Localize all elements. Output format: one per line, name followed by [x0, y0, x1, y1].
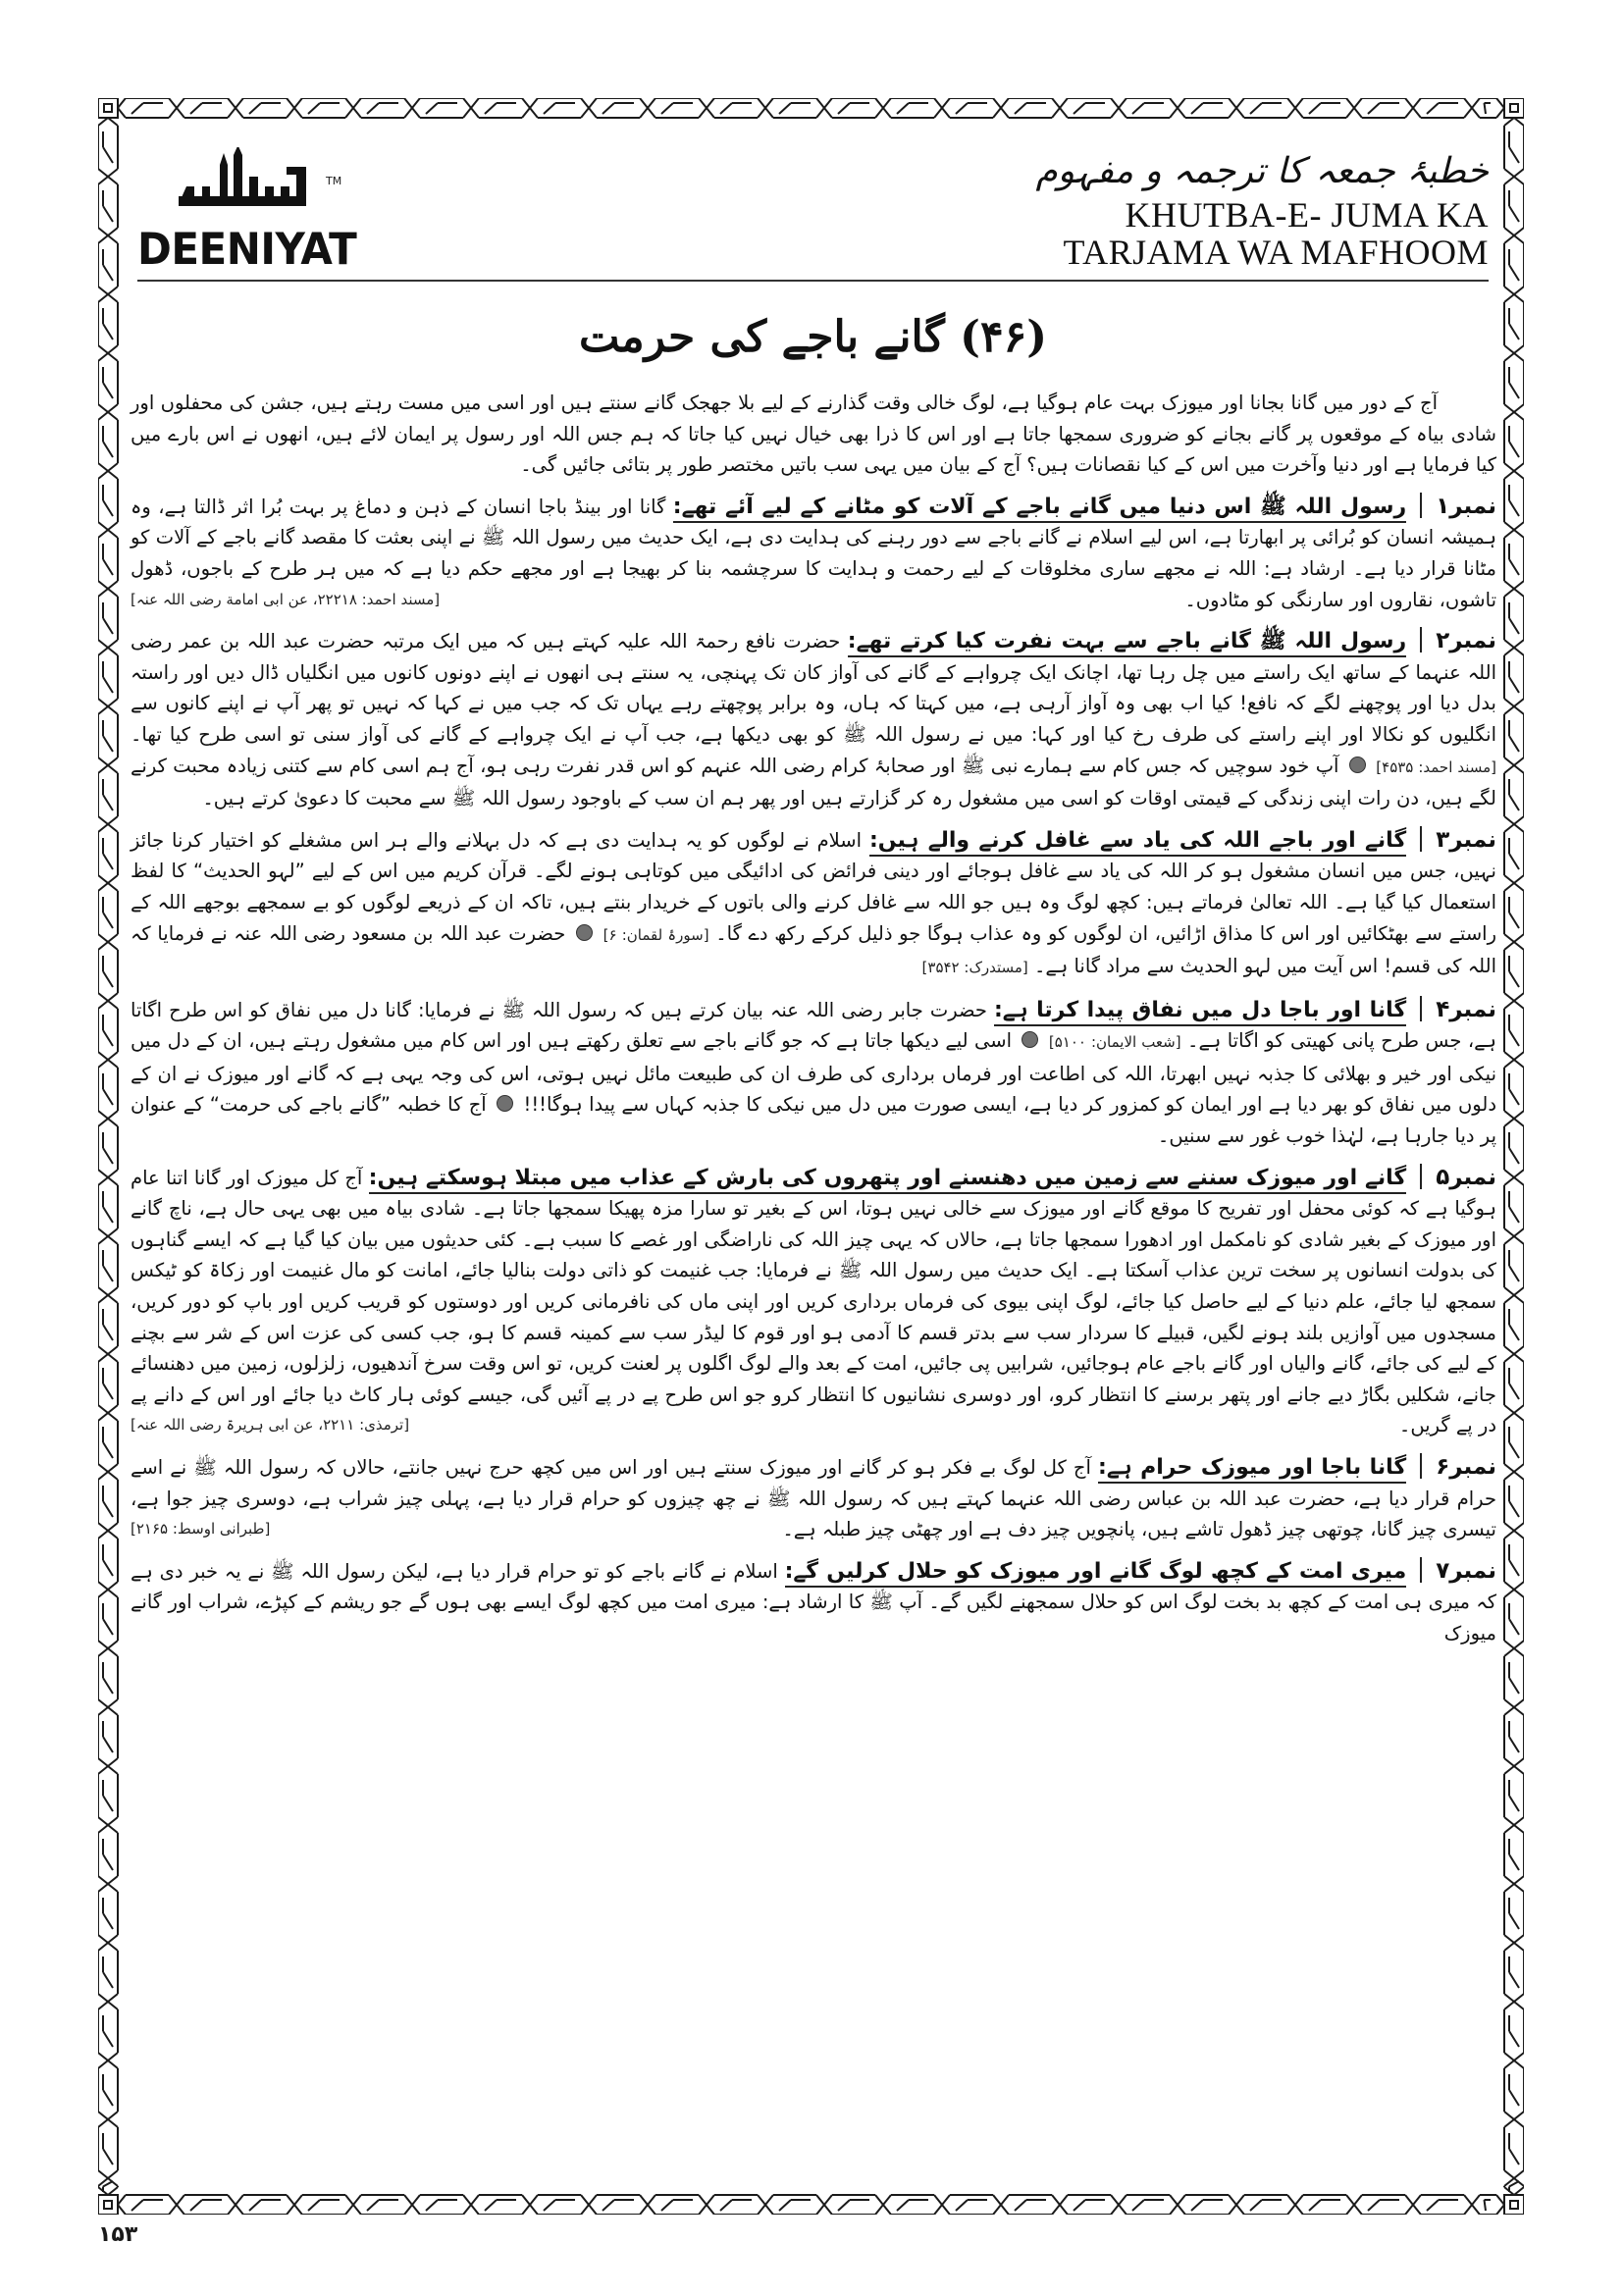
section-6 — [131, 1452, 1496, 1545]
section-number-label: نمبر۶ — [1436, 1454, 1497, 1480]
hadith-reference: [مستدرک: ۳۵۴۲] — [921, 959, 1028, 977]
section-separator-bar — [1420, 627, 1422, 652]
section-heading: گانے اور باجے اللہ کی یاد سے غافل کرنے والے ہیں: — [869, 828, 1406, 857]
section-heading: رسول اللہ ﷺ گانے باجے سے بہت نفرت کیا کرتے تھے: — [848, 629, 1406, 657]
bullet-dot-icon — [576, 924, 593, 941]
section-2 — [131, 626, 1496, 814]
topic-title: گانے باجے کی حرمت — [578, 312, 945, 362]
hadith-reference: [ترمذی: ۲۲۱۱، عن ابی ہریرۃ رضی اللہ عنہ] — [131, 1416, 410, 1435]
page-number: ۱۵۳ — [98, 2222, 138, 2247]
section-text: گانا اور بینڈ باجا انسان کے ذہن و دماغ پر بہت بُرا اثر ڈالتا ہے، وہ ہمیشہ انسان کو بُرائی پر ابھارتا ہے، اس لیے اسلام نے گانے باجے سے دور رہنے کی ہدایت دی ہے، ایک حدیث میں رسول اللہ ﷺ نے اپنی بعثت کا مقصد گانے باجے کے آلات کو مٹانا قرار دیا ہے۔ ارشاد ہے: اللہ نے مجھے ساری مخلوقات کے لیے رحمت و ہدایت کا سرچشمہ بنا کر بھیجا ہے اور مجھے حکم دیا ہے کہ میں ہر طرح کے باجوں، ڈھول تاشوں، نقاروں اور سارنگی کو مٹادوں۔ — [131, 495, 1496, 611]
intro-paragraph: آج کے دور میں گانا بجانا اور میوزک بہت عام ہوگیا ہے، لوگ خالی وقت گذارنے کے لیے بلا جھجک گانے سنتے ہیں اور اسی میں مست رہتے ہیں، جشن کی محفلوں اور شادی بیاہ کے موقعوں پر گانے بجانے کو ضروری سمجھا جاتا ہے اور اس کا ذرا بھی خیال نہیں کیا جاتا کہ ہم جس اللہ اور رسول پر ایمان لائے ہیں، انھوں نے اس بارے میں کیا فرمایا ہے اور دنیا وآخرت میں اس کے کیا نقصانات ہیں؟ آج کے بیان میں یہی سب باتیں مختصر طور پر بتائی جائیں گی۔ — [131, 391, 1496, 477]
title-urdu: خطبۂ جمعہ کا ترجمہ و مفہوم — [1035, 151, 1489, 191]
section-number-label: نمبر۵ — [1436, 1164, 1496, 1190]
mosque-minaret-logo-icon — [159, 147, 326, 216]
section-text: حضرت عبد اللہ بن مسعود رضی اللہ عنہ نے فرمایا کہ اللہ کی قسم! اس آیت میں لہو الحدیث سے مراد گانا ہے۔ — [131, 921, 1496, 978]
section-heading: گانا اور باجا دل میں نفاق پیدا کرتا ہے: — [994, 998, 1406, 1026]
section-separator-bar — [1420, 826, 1422, 852]
section-text: آپ خود سوچیں کہ جس کام سے ہمارے نبی ﷺ اور صحابۂ کرام رضی اللہ عنہم کو اس قدر نفرت رہی ہو، آج ہم اسی کام سے کتنی زیادہ محبت کرنے لگے ہیں، دن رات اپنی زندگی کے قیمتی اوقات کو اسی میں مشغول رہ کر گزارتے ہیں اور پھر ہم ان سب کے باوجود رسول اللہ ﷺ سے محبت کا دعویٰ کرتے ہیں۔ — [131, 754, 1496, 810]
page-header — [137, 147, 1489, 282]
section-separator-bar — [1420, 1453, 1422, 1479]
hadith-reference: [سورۂ لقمان: ۶] — [602, 925, 709, 944]
section-heading: گانا باجا اور میوزک حرام ہے: — [1098, 1455, 1406, 1484]
section-separator-bar — [1420, 996, 1422, 1021]
section-text: اسلام نے گانے باجے کو تو حرام قرار دیا ہے، لیکن رسول اللہ ﷺ نے یہ خبر دی ہے کہ میری ہی امت کے کچھ بد بخت لوگ اس کو حلال سمجھنے لگیں گے۔ آپ ﷺ کا ارشاد ہے: میری امت میں کچھ لوگ ایسے بھی ہوں گے جو ریشم کے کپڑے، شراب اور گانے میوزک — [131, 1559, 1496, 1644]
section-number-label: نمبر۴ — [1436, 996, 1497, 1022]
bullet-dot-icon — [1022, 1031, 1038, 1048]
title-english-line-1: KHUTBA-E- JUMA KA — [1125, 195, 1489, 235]
hadith-reference: [شعب الایمان: ۵۱۰۰] — [1048, 1033, 1181, 1052]
section-1 — [131, 492, 1496, 615]
hadith-reference: [طبرانی اوسط: ۲۱۶۵] — [131, 1520, 271, 1539]
khutba-topic-heading — [137, 312, 1489, 362]
topic-number: (۴۶) — [960, 312, 1048, 362]
hadith-reference: [مسند احمد: ۲۲۲۱۸، عن ابی امامة رضی اللہ عنہ] — [131, 590, 441, 608]
section-heading: گانے اور میوزک سننے سے زمین میں دھنسنے اور پتھروں کی بارش کے عذاب میں مبتلا ہوسکتے ہیں: — [369, 1166, 1407, 1194]
section-number-label: نمبر۳ — [1436, 826, 1497, 853]
section-text: آج کل میوزک اور گانا اتنا عام ہوگیا ہے کہ کوئی محفل اور تفریح کا موقع گانے اور میوزک سے خالی نہیں ہوتا، اس کے بغیر تو سارا مزہ پھیکا سمجھا جاتا ہے۔ شادی بیاہ میں بھی یہی حال ہے، ناچ گانے اور میوزک کے بغیر شادی کو نامکمل اور ادھورا سمجھا جاتا ہے، حالاں کہ یہی چیز اللہ کی ناراضگی اور غصے کا سبب ہے۔ کئی حدیثوں میں بیان کیا گیا ہے کہ ایسے گناہوں کی بدولت انسانوں پر سخت ترین عذاب آسکتا ہے۔ ایک حدیث میں رسول اللہ ﷺ نے فرمایا: جب غنیمت کو ذاتی دولت بنالیا جائے، امانت کو مال غنیمت اور زکاۃ کو ٹیکس سمجھ لیا جائے، علم دنیا کے لیے حاصل کیا جائے، لوگ اپنی بیوی کی فرماں برداری کریں اور اپنی ماں کی نافرمانی کریں اور دوستوں کو قریب کریں اور باپ کو دور کریں، مسجدوں میں آوازیں بلند ہونے لگیں، قبیلے کا سردار سب سے بدتر قسم کا آدمی ہو اور قوم کا لیڈر سب سے کمینہ قسم کا ہو، جب کسی کی عزت اس کے شر سے بچنے کے لیے کی جائے، گانے والیاں اور گانے باجے عام ہوجائیں، شرابیں پی جائیں، امت کے بعد والے لوگ اگلوں پر لعنت کریں، تو اس وقت سرخ آندھیوں، زلزلوں، زمین میں دھنسائے جانے، شکلیں بگاڑ دیے جانے اور پتھر برسنے کا انتظار کرو، اور دوسری نشانیوں کا انتظار کرو جو اس طرح پے در پے آئیں گی، جیسے کوئی ہار کاٹ دیا جائے اور اس کے دانے پے در پے گریں۔ — [131, 1166, 1496, 1437]
section-5 — [131, 1163, 1496, 1441]
section-text: اسی لیے دیکھا جاتا ہے کہ جو گانے باجے سے تعلق رکھتے ہیں اور اس کام میں مشغول رہتے ہیں، ان کے دل میں نیکی اور خیر و بھلائی کا جذبہ نہیں ابھرتا، اللہ کی اطاعت اور فرماں برداری کی طرف ان کی طبیعت مائل نہیں ہوتی، اس کی وجہ یہی ہے کہ گانے اور میوزک نے ان کے دلوں میں نفاق کو بھر دیا ہے اور ایمان کو کمزور کر دیا ہے، ایسی صورت میں دل میں نیکی کا جذبہ کہاں سے پیدا ہوگا!!! — [131, 1029, 1497, 1117]
section-number-label: نمبر۲ — [1436, 628, 1496, 654]
section-separator-bar — [1420, 1164, 1422, 1189]
title-english-line-2: TARJAMA WA MAFHOOM — [1063, 233, 1489, 272]
section-text: حضرت نافع رحمۃ اللہ علیہ کہتے ہیں کہ میں ایک مرتبہ حضرت عبد اللہ بن عمر رضی اللہ عنہما کے ساتھ ایک راستے میں چل رہا تھا، اچانک ایک چرواہے کے گانے کی آواز کان تک پہنچی، یہ سنتے ہی انھوں نے اپنے دونوں کانوں میں انگلیاں ڈال دیں اور راستہ بدل دیا اور پوچھنے لگے کہ نافع! کیا اب بھی وہ آواز آرہی ہے، میں کہتا کہ ہاں، وہ برابر پوچھتے رہے یہاں تک کہ جب میں نے کہا کہ نہیں تو پھر آپ نے اپنے کانوں سے انگلیوں کو نکالا اور اپنے راستے کی طرف رخ کیا اور کہا: میں نے رسول اللہ ﷺ کو بھی دیکھا ہے، جب آپ نے ایک چرواہے کے گانے کی آواز سنی تو اسی طرح کیا تھا۔ — [131, 630, 1496, 746]
section-number-label: نمبر۱ — [1436, 493, 1496, 519]
hadith-reference: [مسند احمد: ۴۵۳۵] — [1376, 757, 1497, 776]
section-4 — [131, 995, 1496, 1152]
section-separator-bar — [1420, 493, 1422, 518]
bullet-dot-icon — [497, 1095, 513, 1112]
section-3 — [131, 825, 1496, 984]
bullet-dot-icon — [1349, 757, 1366, 773]
section-text: حضرت جابر رضی اللہ عنہ بیان کرتے ہیں کہ رسول اللہ ﷺ نے فرمایا: گانا دل میں نفاق کو اس طرح اگاتا ہے، جس طرح پانی کھیتی کو اگاتا ہے۔ — [131, 998, 1496, 1053]
section-text: اسلام نے لوگوں کو یہ ہدایت دی ہے کہ دل بہلانے والے ہر اس مشغلے کو اختیار کرنا جائز نہیں، جس میں انسان مشغول ہو کر اللہ کی یاد سے غافل ہوجائے اور دینی فرائض کی ادائیگی میں کوتاہی ہونے لگے۔ قرآن کریم میں اس کے لیے ”لہو الحدیث“ کا لفظ استعمال کیا گیا ہے۔ اللہ تعالیٰ فرماتے ہیں: کچھ لوگ وہ ہیں جو اللہ سے غافل کرنے والی باتوں کے خریدار بنتے ہیں، تاکہ ان کے ذریعے لوگوں کو بے سمجھے بوجھے اللہ کے راستے سے بھٹکائیں اور اس کا مذاق اڑائیں، ان لوگوں کو وہ عذاب ہوگا جو ذلیل کرکے رکھ دے گا۔ — [131, 828, 1496, 945]
publication-title — [1036, 147, 1490, 271]
section-heading: رسول اللہ ﷺ اس دنیا میں گانے باجے کے آلات کو مٹانے کے لیے آئے تھے: — [673, 495, 1406, 523]
section-heading: میری امت کے کچھ لوگ گانے اور میوزک کو حلال کرلیں گے: — [785, 1559, 1407, 1588]
logo-wordmark: DEENIYAT — [137, 224, 357, 275]
sections-list — [131, 492, 1496, 1649]
section-7 — [131, 1556, 1496, 1649]
section-number-label: نمبر۷ — [1436, 1557, 1496, 1584]
section-text: آج کل لوگ بے فکر ہو کر گانے اور میوزک سنتے ہیں اور اس میں کچھ حرج نہیں جانتے، حالاں کہ رسول اللہ ﷺ نے اسے حرام قرار دیا ہے، حضرت عبد اللہ بن عباس رضی اللہ عنہما کہتے ہیں کہ رسول اللہ ﷺ نے چھ چیزوں کو حرام قرار دیا ہے، پہلی چیز شراب ہے، دوسری چیز جوا ہے، تیسری چیز گانا، چوتھی چیز ڈھول تاشے ہیں، پانچویں چیز دف ہے اور چھٹی چیز طبلہ ہے۔ — [131, 1456, 1496, 1541]
section-separator-bar — [1420, 1557, 1422, 1583]
deeniyat-logo — [137, 147, 363, 275]
section-text: آج کا خطبہ ”گانے باجے کی حرمت“ کے عنوان پر دیا جارہا ہے، لہٰذا خوب غور سے سنیں۔ — [131, 1093, 1496, 1148]
trademark-symbol: TM — [326, 175, 342, 187]
khutba-body — [131, 388, 1496, 1660]
